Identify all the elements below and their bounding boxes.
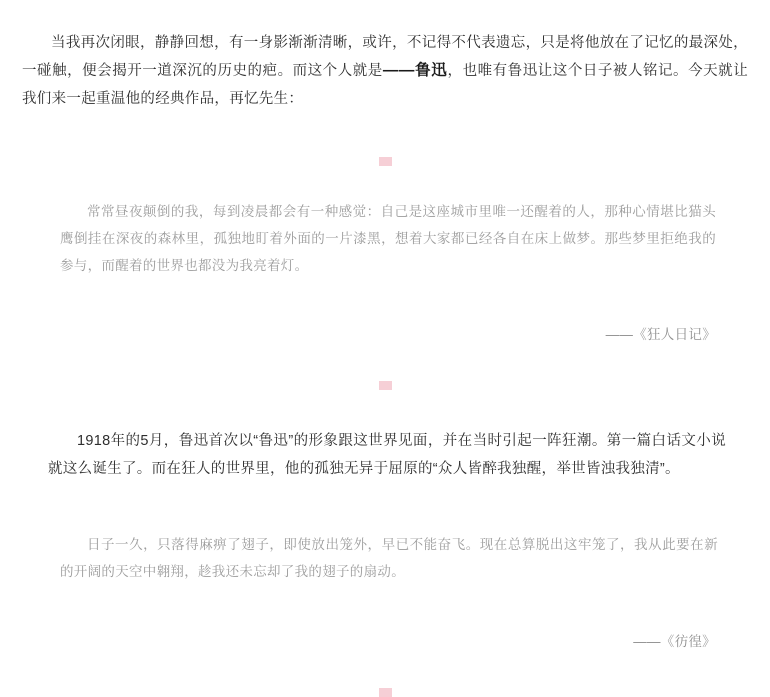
spacer-before-attrib-two — [22, 598, 748, 615]
quote-two-attribution: ——《彷徨》 — [633, 633, 716, 649]
divider-marker-two-wrap — [22, 381, 748, 390]
quote-one-text: 常常昼夜颠倒的我，每到凌晨都会有一种感觉：自己是这座城市里唯一还醒着的人，那种心情堪比猫头鹰倒挂在深夜的森林里，孤独地盯着外面的一片漆黑，想着大家都已经各自在床上做梦。那些梦里拒绝我的参与，而醒着的世界也都没为我亮着灯。 — [60, 203, 716, 273]
intro-highlight-name: ——鲁迅 — [382, 61, 448, 79]
spacer-after-intro — [22, 127, 748, 157]
intro-paragraph — [22, 29, 748, 113]
spacer-after-attrib-one — [22, 361, 748, 381]
intro-tail-text: ，也唯有鲁迅让这个日子被人铭记。今天就让我们来一起重温他的经典作品，再忆先生： — [22, 62, 748, 107]
divider-marker-icon — [379, 157, 392, 166]
divider-marker-icon — [379, 688, 392, 697]
divider-marker-one-wrap — [22, 157, 748, 166]
divider-marker-icon — [379, 381, 392, 390]
quote-one-attribution: ——《狂人日记》 — [605, 326, 716, 342]
spacer-after-attrib-two — [22, 668, 748, 688]
spacer-before-quote-one — [22, 166, 748, 184]
divider-marker-three-wrap — [22, 688, 748, 697]
spacer-before-quote-two — [22, 497, 748, 517]
quote-two-text: 日子一久，只落得麻痹了翅子，即使放出笼外，早已不能奋飞。现在总算脱出这牢笼了，我从此要在新的开阔的天空中翱翔，趁我还未忘却了我的翅子的扇动。 — [60, 536, 718, 579]
spacer-before-body-para — [22, 390, 748, 412]
intro-lead-text: 当我再次闭眼，静静回想，有一身影渐渐清晰，或许，不记得不代表遗忘，只是将他放在了记忆的最深处，一碰触，便会揭开一道深沉的历史的疤。而这个人就是 — [22, 34, 748, 79]
body-paragraph: 1918年的5月，鲁迅首次以“鲁迅”的形象跟这世界见面，并在当时引起一阵狂潮。第一篇白话文小说就这么诞生了。而在狂人的世界里，他的孤独无异于屈原的“众人皆醉我独醒，举世皆浊我独清”。 — [48, 432, 726, 477]
spacer-before-attrib-one — [22, 292, 748, 308]
